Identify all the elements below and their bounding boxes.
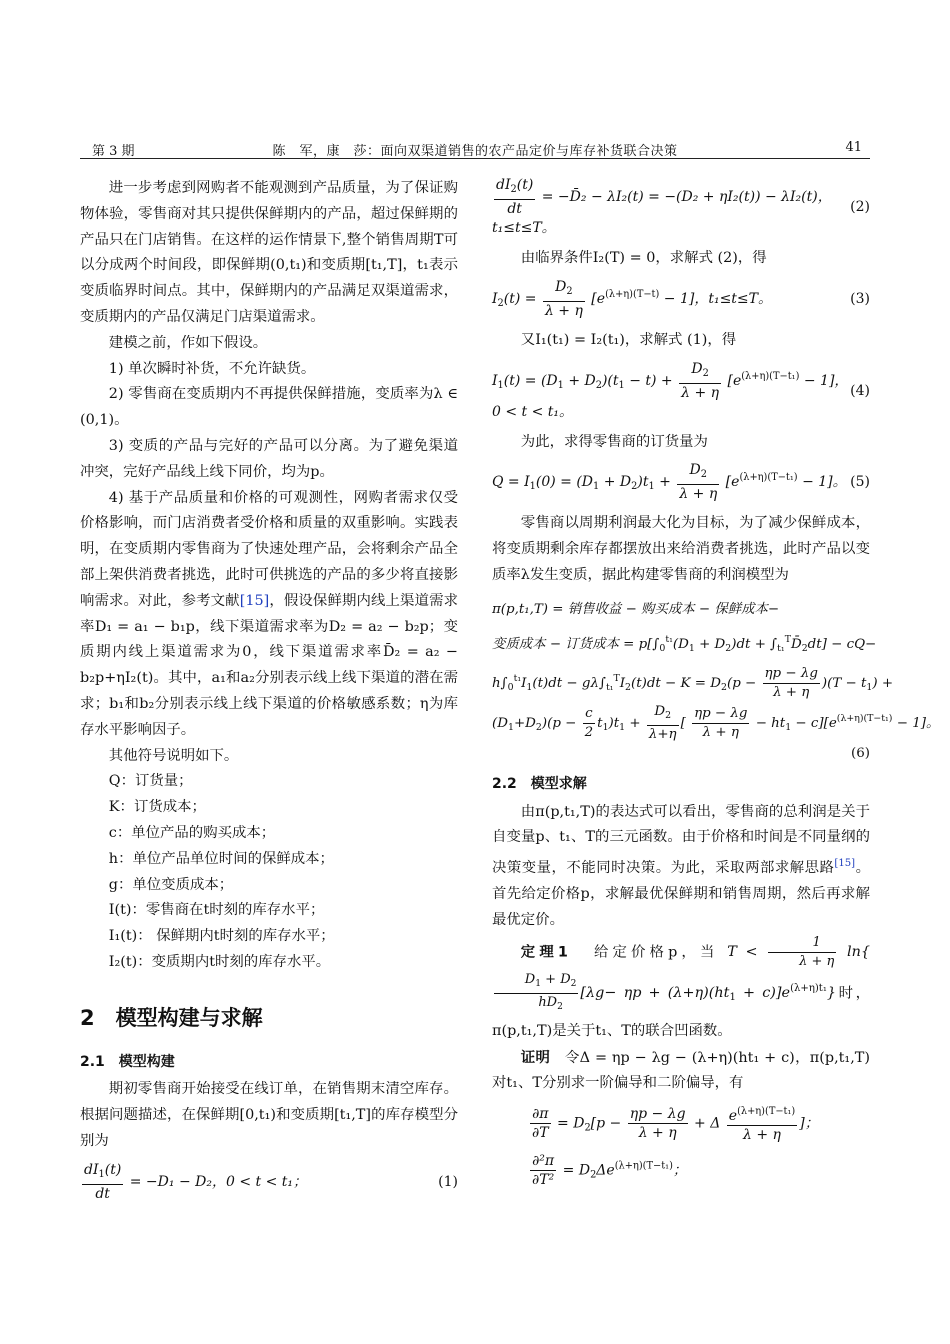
equation-number: (6) [851,745,870,761]
symbol-item: c：单位产品的购买成本； [108,824,276,841]
equation-1: $\frac{dI_1(t)}{dt}$ = −D₁ − D₂，0 < t < t₁； (1) [84,1161,458,1202]
left-column [80,176,458,1211]
paragraph: 又I₁(t₁) = I₂(t₁)，求解式 (1)，得 [520,331,737,348]
symbol-item: Q：订货量； [108,773,193,790]
equation-2: $\frac{dI_2(t)}{dt}$ = −D̄₂ − λI₂(t) = −(D₂ + ηI₂(t)) − λI₂(t)， t₁≤t≤T。 (2) [492,177,870,236]
citation-link[interactable]: [15] [834,858,856,870]
theorem-1: 定理1 给定价格p，当 T < $\frac{1}{\lambda + \eta}$ ln{ $\frac{D_1 + D_2}{hD_2}$ $[\lambda g- \eta p + (\lambda+\eta)(ht_1 + c)]e^{(\lambda+\eta)t_1}$}时，π(p,t₁,T)是关于t₁、T的联合凹函数。 [492,934,870,1039]
assumption-3: 3) 变质的产品与完好的产品可以分离。为了避免渠道冲突，完好产品线上线下同价，均为p。 [80,437,458,480]
page-number: 41 [845,140,862,155]
assumption-4: 4) 基于产品质量和价格的可观测性，网购者需求仅受价格影响，而门店消费者受价格和质量的双重影响。实践表明，在变质期内零售商为了快速处理产品，会将剩余产品全部上架供消费者挑选，此时可供挑选的产品的多少将直接影响需求。对此，参考文献[15]，假设保鲜期内线上渠道需求率D₁ = a₁ − b₁p，线下渠道需求率为D₂ = a₂ − b₂p；变质期内线上渠道需求为0，线下渠道需求率D̄₂ = a₂ − b₂p+ηI₂(t)。其中，a₁和a₂分别表示线上线下渠道的潜在需求；b₁和b₂分别表示线上线下渠道的价格敏感系数；η为库存水平影响因子。 [80,489,458,738]
paragraph: 期初零售商开始接受在线订单，在销售期末清空库存。根据问题描述，在保鲜期[0,t₁)和变质期[t₁,T]的库存模型分别为 [80,1081,458,1149]
issue-number: 第 3 期 [92,144,135,159]
assumption-1: 1) 单次瞬时补货，不允许缺货。 [108,360,316,377]
equation-number: (1) [438,1173,458,1190]
paragraph: 由π(p,t₁,T)的表达式可以看出，零售商的总利润是关于自变量p、t₁、T的三元函数。由于价格和时间是不同量纲的决策变量，不能同时决策。为此，采取两部求解思路[15]。首先给定价格p，求解最优保鲜期和销售周期，然后再求解最优定价。 [492,803,870,928]
equation-3: $I_2(t)$ = $\frac{D_2}{\lambda + \eta}$ $[e^{(\lambda+\eta)(T-t)} - 1]$，t₁≤t≤T。 (3) [492,278,870,319]
second-derivative-T: $\frac{\text{∂²π}}{\text{∂T²}}$ = $D_2\Delta e^{(\lambda+\eta)(T-t_1)}$； [532,1153,687,1189]
subsection-heading: 2.2 模型求解 [492,775,587,792]
right-column [492,176,940,1197]
equation-number: (4) [850,382,870,399]
theorem-label: 定理1 [520,944,568,961]
paragraph: 为此，求得零售商的订货量为 [520,433,708,450]
paragraph: 进一步考虑到网购者不能观测到产品质量，为了保证购物体验，零售商对其只提供保鲜期内的产品，超过保鲜期的产品只在门店销售。在这样的运作情景下,整个销售周期T可以分成两个时间段，即保鲜期(0,t₁)和变质期[t₁,T]，t₁表示变质临界时间点。其中，保鲜期内的产品满足双渠道需求，变质期内的产品仅满足门店渠道需求。 [80,180,458,325]
section-heading: 2 模型构建与求解 [80,1005,263,1030]
paragraph: 零售商以周期利润最大化为目标，为了减少保鲜成本，将变质期剩余库存都摆放出来给消费者挑选，此时产品以变质率λ发生变质，据此构建零售商的利润模型为 [492,515,870,583]
proof: 证明 令Δ = ηp − λg − (λ+η)(ht₁ + c)，π(p,t₁,T)对t₁、T分别求一阶偏导和二阶偏导，有 [492,1049,870,1092]
assumption-2: 2) 零售商在变质期内不再提供保鲜措施，变质率为λ ∈ (0,1)。 [80,386,458,429]
symbol-item: K：订货成本； [108,799,206,816]
symbol-item: I₁(t)： 保鲜期内t时刻的库存水平； [108,928,335,945]
running-title: 陈 军，康 莎：面向双渠道销售的农产品定价与库存补货联合决策 [272,144,678,159]
subsection-heading: 2.1 模型构建 [80,1053,175,1070]
symbol-item: I(t)：零售商在t时刻的库存水平； [108,902,325,919]
partial-derivative-T: $\frac{\partial\pi}{\partial T}$ = $D_2[p$ − $\frac{\eta p - \lambda g}{\lambda + \eta}$ + Δ $\frac{e^{(\lambda+\eta)(T-t_1)}}{\lambda + \eta}$ ]； [528,1103,870,1144]
equation-6: π(p,t₁,T) = 销售收益 − 购买成本 − 保鲜成本− 变质成本 − 订货成本 = $p[\int_0^{t_1}(D_1 + D_2)dt$ + $\int_{t_1}^TD̄_2dt] - cQ-$ $h\int_0^{t_1}I_1(t)dt - g\lambda\int_{t_1}^TI_2(t)dt - K = D_2(p$ − $\frac{\eta p - \lambda g}{\lambda + \eta}$ )$(T - t_1)$ + $(D_1+D_2)(p$ − $\frac{c}{2}$ $t_1)t_1$ + $\frac{D_2}{\lambda+\eta}$ [ $\frac{\eta p - \lambda g}{\lambda + \eta}$ − $ht_1 - c][e^{(\lambda+\eta)(T-t_1)} - 1]$。 (6) [492,595,870,764]
equation-5: $Q = I_1(0) = (D_1 + D_2)t_1$ + $\frac{D_2}{\lambda + \eta}$ $[e^{(\lambda+\eta)(T-t_1)} - 1]$。 (5) [492,462,870,503]
symbol-item: I₂(t)：变质期内t时刻的库存水平。 [108,953,331,970]
symbol-item: g：单位变质成本； [108,876,234,893]
proof-label: 证明 [520,1049,551,1066]
paragraph: 建模之前，作如下假设。 [108,334,268,351]
symbol-item: h：单位产品单位时间的保鲜成本； [108,850,334,867]
equation-number: (3) [850,290,870,307]
paragraph: 其他符号说明如下。 [108,747,239,764]
running-header [80,138,870,159]
paragraph: 由临界条件I₂(T) = 0，求解式 (2)，得 [520,250,767,266]
equation-number: (2) [850,199,870,215]
equation-number: (5) [850,474,870,491]
equation-4: $I_1(t) = (D_1 + D_2)(t_1 - t)$ + $\frac{D_2}{\lambda + \eta}$ $[e^{(\lambda+\eta)(T-t_1)} - 1]$， 0 < t < t₁。 (4) [492,360,870,420]
citation-link[interactable]: [15] [239,592,270,609]
